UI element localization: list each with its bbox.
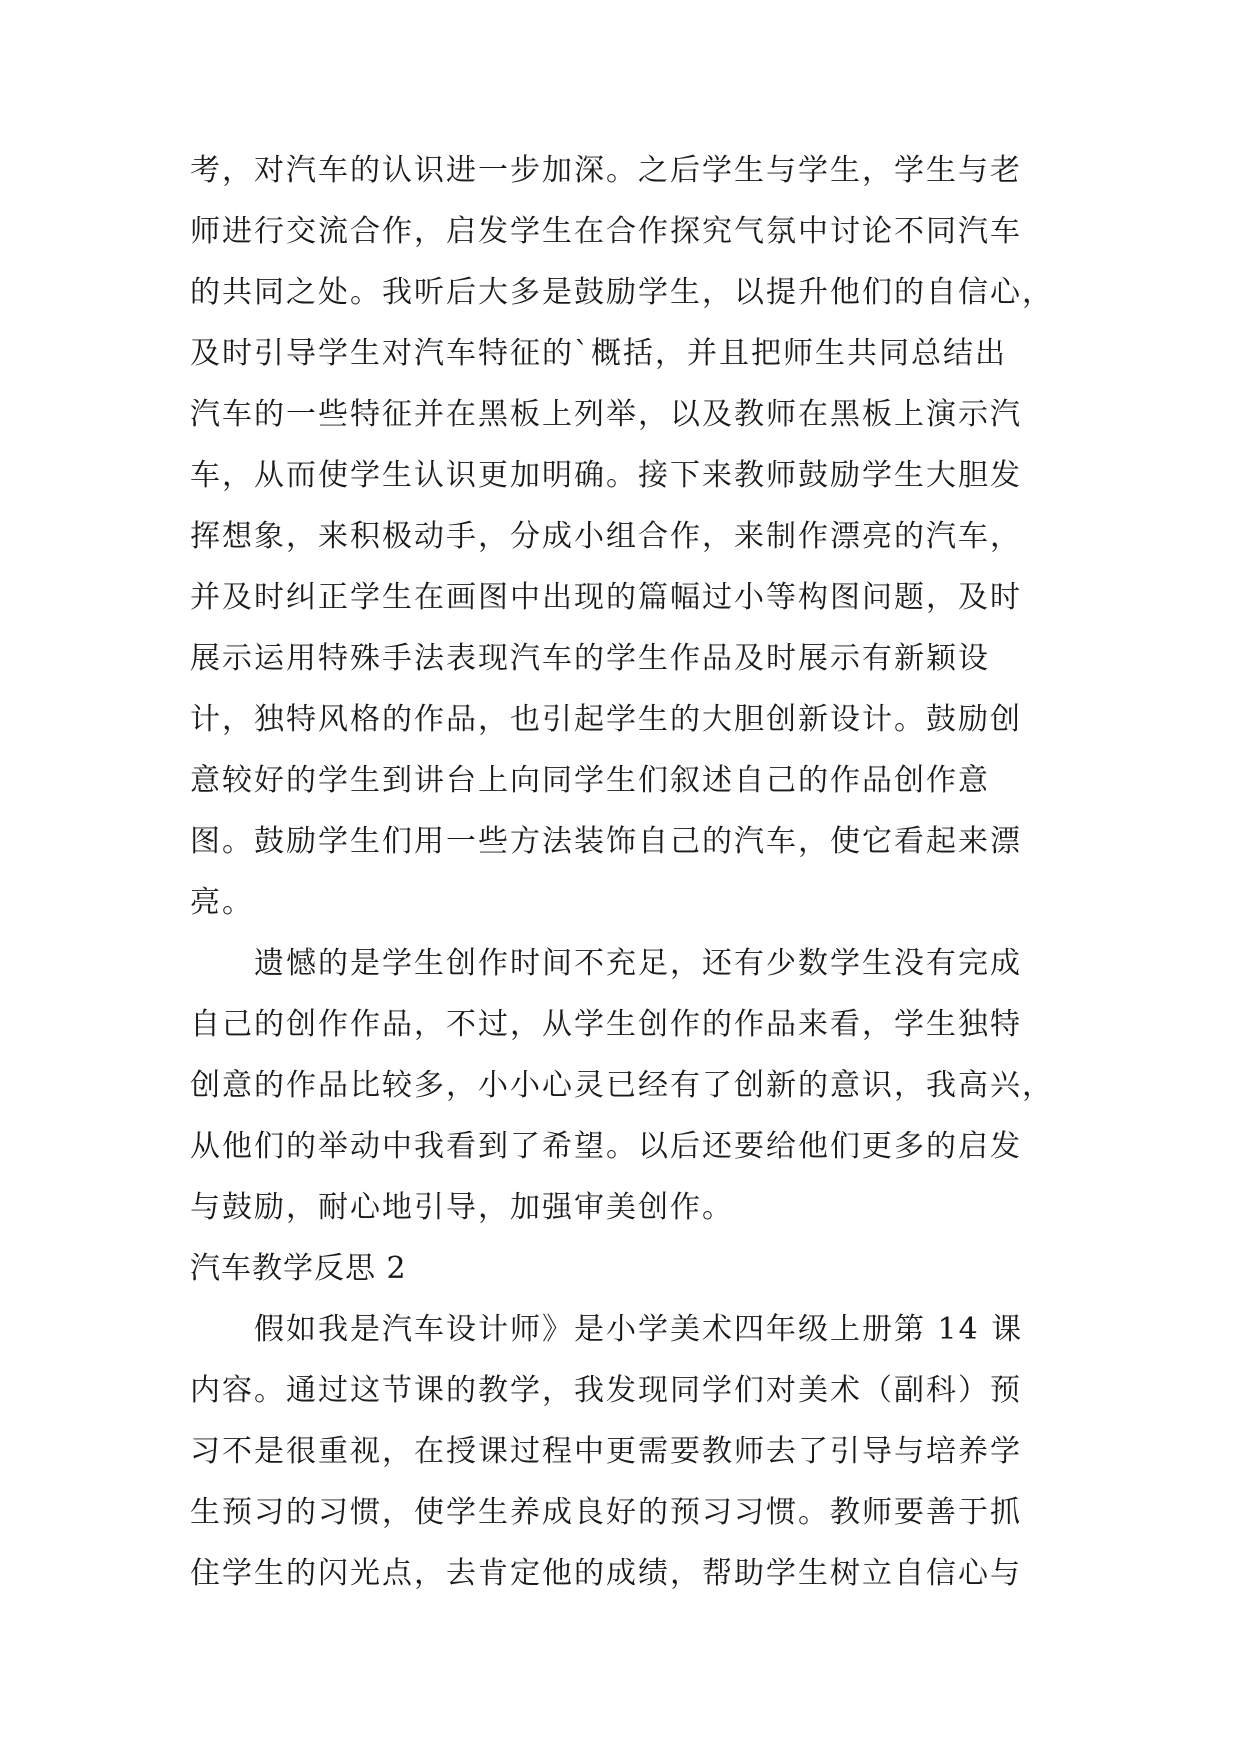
paragraph-line: 汽车的一些特征并在黑板上列举，以及教师在黑板上演示汽 [190,397,1022,432]
paragraph-first-line: 假如我是汽车设计师》是小学美术四年级上册第 14 课 [254,1312,1024,1347]
paragraph-line: 展示运用特殊手法表现汽车的学生作品及时展示有新颖设 [190,641,990,676]
paragraph-line: 创意的作品比较多，小小心灵已经有了创新的意识，我高兴， [190,1068,1054,1103]
paragraph-line: 习不是很重视，在授课过程中更需要教师去了引导与培养学 [190,1434,1022,1469]
paragraph-line: 内容。通过这节课的教学，我发现同学们对美术（副科）预 [190,1373,1022,1408]
paragraph-line: 意较好的学生到讲台上向同学生们叙述自己的作品创作意 [190,763,990,798]
paragraph-line: 图。鼓励学生们用一些方法装饰自己的汽车，使它看起来漂 [190,824,1022,859]
paragraph-line: 住学生的闪光点，去肯定他的成绩，帮助学生树立自信心与 [190,1556,1022,1591]
section-heading: 汽车教学反思 2 [190,1251,407,1286]
paragraph-first-line: 遗憾的是学生创作时间不充足，还有少数学生没有完成 [254,946,1022,981]
paragraph-line: 自己的创作作品，不过，从学生创作的作品来看，学生独特 [190,1007,1022,1042]
paragraph-line: 从他们的举动中我看到了希望。以后还要给他们更多的启发 [190,1129,1022,1164]
paragraph-line: 与鼓励，耐心地引导，加强审美创作。 [190,1190,734,1225]
paragraph-line: 的共同之处。我听后大多是鼓励学生，以提升他们的自信心， [190,275,1054,310]
paragraph-line: 师进行交流合作，启发学生在合作探究气氛中讨论不同汽车 [190,214,1022,249]
paragraph-line: 挥想象，来积极动手，分成小组合作，来制作漂亮的汽车， [190,519,1022,554]
paragraph-line: 并及时纠正学生在画图中出现的篇幅过小等构图问题，及时 [190,580,1022,615]
paragraph-line: 亮。 [190,885,254,920]
document-body [190,140,1054,1604]
paragraph-line: 考，对汽车的认识进一步加深。之后学生与学生，学生与老 [190,153,1022,188]
paragraph-line: 及时引导学生对汽车特征的`概括，并且把师生共同总结出 [190,336,1007,371]
paragraph-line: 生预习的习惯，使学生养成良好的预习习惯。教师要善于抓 [190,1495,1022,1530]
paragraph-line: 计，独特风格的作品，也引起学生的大胆创新设计。鼓励创 [190,702,1022,737]
paragraph-line: 车，从而使学生认识更加明确。接下来教师鼓励学生大胆发 [190,458,1022,493]
